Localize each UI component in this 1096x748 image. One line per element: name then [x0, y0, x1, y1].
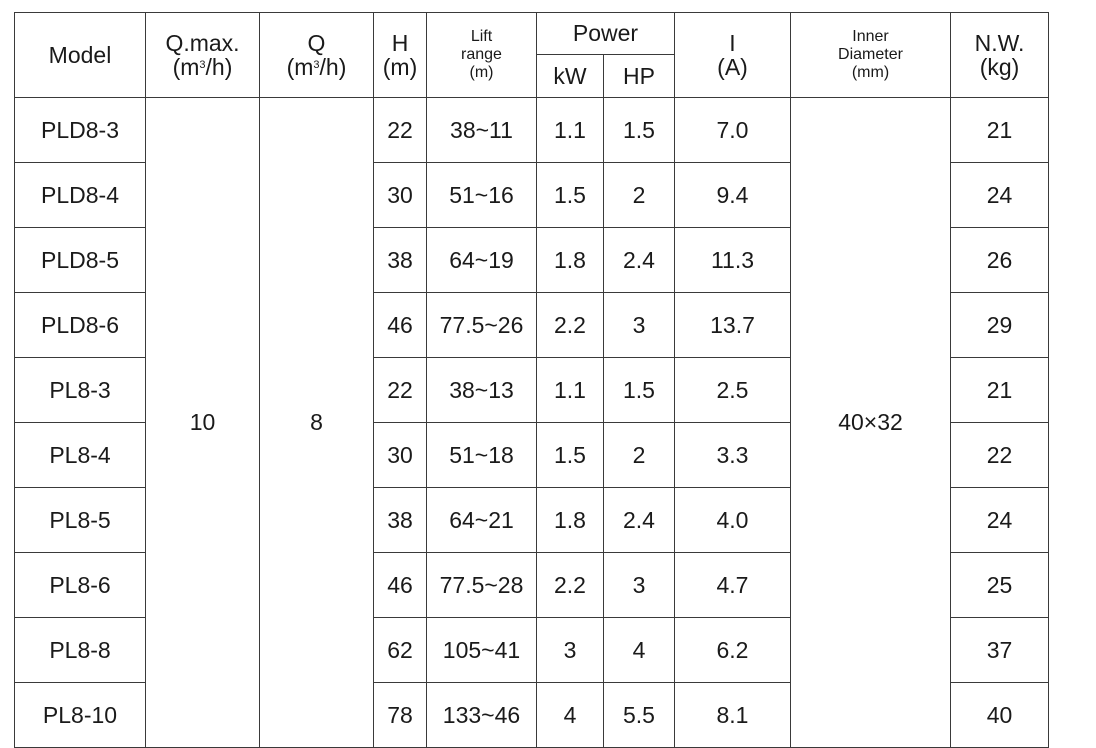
kw-cell: 1.1	[537, 98, 604, 163]
kw-cell: 1.5	[537, 423, 604, 488]
lift-cell: 64~19	[427, 228, 537, 293]
h-cell: 46	[374, 553, 427, 618]
h-cell: 62	[374, 618, 427, 683]
hp-cell: 4	[604, 618, 675, 683]
nw-cell: 40	[951, 683, 1049, 748]
header-hp: HP	[604, 55, 675, 98]
nw-cell: 29	[951, 293, 1049, 358]
header-power: Power	[537, 13, 675, 55]
h-cell: 38	[374, 228, 427, 293]
nw-cell: 24	[951, 163, 1049, 228]
kw-cell: 2.2	[537, 293, 604, 358]
hp-cell: 3	[604, 553, 675, 618]
hp-cell: 2.4	[604, 488, 675, 553]
current-cell: 8.1	[675, 683, 791, 748]
header-current: I (A)	[675, 13, 791, 98]
nw-cell: 21	[951, 98, 1049, 163]
kw-cell: 4	[537, 683, 604, 748]
current-cell: 6.2	[675, 618, 791, 683]
kw-cell: 2.2	[537, 553, 604, 618]
header-q: Q $(m^3/h)$	[260, 13, 374, 98]
pump-spec-table	[14, 12, 1049, 748]
model-cell: PL8-10	[15, 683, 146, 748]
hp-cell: 2	[604, 163, 675, 228]
model-cell: PLD8-5	[15, 228, 146, 293]
kw-cell: 1.8	[537, 228, 604, 293]
model-cell: PL8-6	[15, 553, 146, 618]
lift-cell: 51~16	[427, 163, 537, 228]
model-cell: PL8-5	[15, 488, 146, 553]
header-nw: N.W. (kg)	[951, 13, 1049, 98]
current-cell: 2.5	[675, 358, 791, 423]
current-cell: 11.3	[675, 228, 791, 293]
header-kw: kW	[537, 55, 604, 98]
model-cell: PLD8-4	[15, 163, 146, 228]
current-cell: 13.7	[675, 293, 791, 358]
lift-cell: 105~41	[427, 618, 537, 683]
header-lift-range: Lift range (m)	[427, 13, 537, 98]
h-cell: 46	[374, 293, 427, 358]
nw-cell: 22	[951, 423, 1049, 488]
current-cell: 9.4	[675, 163, 791, 228]
current-cell: 4.7	[675, 553, 791, 618]
nw-cell: 24	[951, 488, 1049, 553]
model-cell: PL8-8	[15, 618, 146, 683]
lift-cell: 64~21	[427, 488, 537, 553]
model-cell: PLD8-6	[15, 293, 146, 358]
h-cell: 30	[374, 423, 427, 488]
lift-cell: 133~46	[427, 683, 537, 748]
header-model: Model	[15, 13, 146, 98]
model-cell: PLD8-3	[15, 98, 146, 163]
nw-cell: 21	[951, 358, 1049, 423]
header-inner-diameter: Inner Diameter (mm)	[791, 13, 951, 98]
model-cell: PL8-3	[15, 358, 146, 423]
hp-cell: 3	[604, 293, 675, 358]
kw-cell: 1.8	[537, 488, 604, 553]
header-qmax: Q.max. $(m^3/h)$	[146, 13, 260, 98]
header-h: H (m)	[374, 13, 427, 98]
nw-cell: 25	[951, 553, 1049, 618]
nw-cell: 37	[951, 618, 1049, 683]
kw-cell: 1.5	[537, 163, 604, 228]
lift-cell: 77.5~28	[427, 553, 537, 618]
lift-cell: 77.5~26	[427, 293, 537, 358]
h-cell: 22	[374, 98, 427, 163]
kw-cell: 3	[537, 618, 604, 683]
hp-cell: 5.5	[604, 683, 675, 748]
hp-cell: 1.5	[604, 98, 675, 163]
lift-cell: 51~18	[427, 423, 537, 488]
kw-cell: 1.1	[537, 358, 604, 423]
hp-cell: 1.5	[604, 358, 675, 423]
hp-cell: 2.4	[604, 228, 675, 293]
inner-diameter-value: 40×32	[791, 98, 951, 748]
lift-cell: 38~13	[427, 358, 537, 423]
h-cell: 78	[374, 683, 427, 748]
table-row	[15, 98, 1049, 163]
current-cell: 3.3	[675, 423, 791, 488]
hp-cell: 2	[604, 423, 675, 488]
current-cell: 7.0	[675, 98, 791, 163]
nw-cell: 26	[951, 228, 1049, 293]
h-cell: 38	[374, 488, 427, 553]
model-cell: PL8-4	[15, 423, 146, 488]
current-cell: 4.0	[675, 488, 791, 553]
h-cell: 22	[374, 358, 427, 423]
lift-cell: 38~11	[427, 98, 537, 163]
qmax-value: 10	[146, 98, 260, 748]
q-value: 8	[260, 98, 374, 748]
h-cell: 30	[374, 163, 427, 228]
